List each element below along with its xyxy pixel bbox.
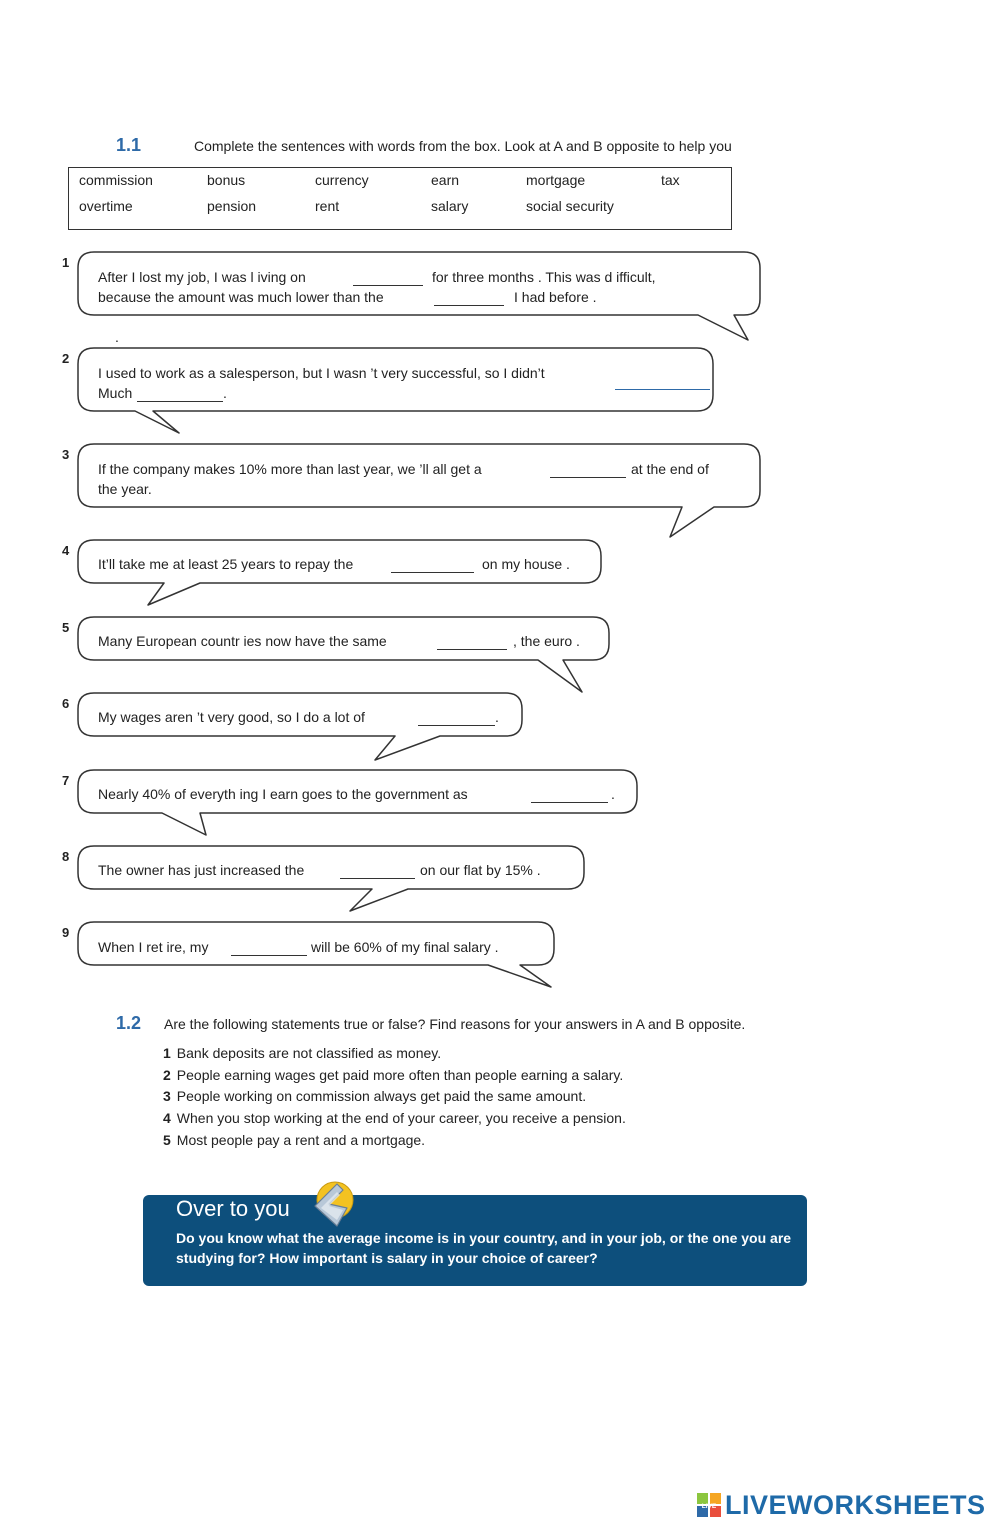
q2-answer-input-2[interactable] xyxy=(137,384,223,402)
q7-text-a: Nearly 40% of everyth ing I earn goes to the government as xyxy=(98,786,468,802)
q3-answer-input[interactable] xyxy=(550,460,626,478)
question-number-3: 3 xyxy=(62,447,70,462)
word-earn: earn xyxy=(431,172,460,188)
word-bonus: bonus xyxy=(207,172,246,188)
q5-text-a: Many European countr ies now have the same xyxy=(98,633,387,649)
q9-text-b: will be 60% of my final salary . xyxy=(311,939,499,955)
q6-answer-input[interactable] xyxy=(418,708,495,726)
speech-bubble-5 xyxy=(78,617,609,692)
q6-text-b: . xyxy=(495,709,499,725)
statement-3 xyxy=(163,1088,586,1104)
q1-text-line1-b: for three months . This was d ifficult, xyxy=(432,269,656,285)
statement-text: Bank deposits are not classified as money. xyxy=(176,1045,442,1061)
q2-text-line2-b: . xyxy=(223,385,227,401)
statement-5 xyxy=(163,1132,425,1148)
statement-number: 2 xyxy=(163,1067,171,1083)
word-rent: rent xyxy=(315,198,340,214)
section-instruction-1-2: Are the following statements true or false? Find reasons for your answers in A and B opposite. xyxy=(164,1016,746,1032)
q7-answer-input[interactable] xyxy=(531,785,608,803)
speech-bubble-3 xyxy=(78,444,760,537)
word-social-security: social security xyxy=(526,198,614,214)
statement-2 xyxy=(163,1067,623,1083)
question-number-4: 4 xyxy=(62,543,70,558)
word-pension: pension xyxy=(207,198,257,214)
q8-text-a: The owner has just increased the xyxy=(98,862,305,878)
q5-text-b: , the euro . xyxy=(513,633,580,649)
word-tax: tax xyxy=(661,172,680,188)
liveworksheets-badge-icon xyxy=(697,1493,721,1517)
q1-answer-input-1[interactable] xyxy=(353,268,423,286)
statement-text: When you stop working at the end of your career, you receive a pension. xyxy=(176,1110,626,1126)
over-to-you-text: Do you know what the average income is in your country, and in your job, or the one you are studying for? How important is salary in your choice of career? xyxy=(176,1230,792,1266)
logo-text: LIVEWORKSHEETS xyxy=(725,1489,986,1520)
statement-1 xyxy=(163,1045,441,1061)
question-number-7: 7 xyxy=(62,773,70,788)
question-number-6: 6 xyxy=(62,696,70,711)
q5-answer-input[interactable] xyxy=(437,632,507,650)
q2-answer-input-1[interactable] xyxy=(615,372,710,390)
q2-text-line1: I used to work as a salesperson, but I wasn ’t very successful, so I didn’t xyxy=(98,365,545,381)
question-number-1: 1 xyxy=(62,255,70,270)
q3-text-line1-a: If the company makes 10% more than last year, we ’ll all get a xyxy=(98,461,482,477)
q6-text-a: My wages aren ’t very good, so I do a lot of xyxy=(98,709,365,725)
statement-number: 5 xyxy=(163,1132,171,1148)
word-mortgage: mortgage xyxy=(526,172,586,188)
q2-text-line2-a: Much xyxy=(98,385,133,401)
statement-4 xyxy=(163,1110,626,1126)
q1-answer-input-2[interactable] xyxy=(434,288,504,306)
question-number-2: 2 xyxy=(62,351,70,366)
logo-badge-text: LIVE xyxy=(701,1503,717,1510)
q4-text-b: on my house . xyxy=(482,556,570,572)
section-number-1-2: 1.2 xyxy=(116,1013,142,1033)
liveworksheets-logo xyxy=(697,1490,986,1520)
q8-answer-input[interactable] xyxy=(340,861,415,879)
statement-text: Most people pay a rent and a mortgage. xyxy=(176,1132,426,1148)
question-number-5: 5 xyxy=(62,620,70,635)
statement-number: 4 xyxy=(163,1110,171,1126)
q1-text-line2-a: because the amount was much lower than the xyxy=(98,289,384,305)
q1-text-line2-b: I had before . xyxy=(514,289,597,305)
q8-text-b: on our flat by 15% . xyxy=(420,862,541,878)
statement-text: People earning wages get paid more often than people earning a salary. xyxy=(176,1067,624,1083)
word-currency: currency xyxy=(315,172,369,188)
q1-text-line1-a: After I lost my job, I was l iving on xyxy=(98,269,306,285)
question-number-9: 9 xyxy=(62,925,70,940)
q9-answer-input[interactable] xyxy=(231,938,307,956)
section-number-1-1: 1.1 xyxy=(116,135,142,155)
q4-text-a: It’ll take me at least 25 years to repay the xyxy=(98,556,354,572)
q1-stray-dot: . xyxy=(115,329,119,345)
section-instruction-1-1: Complete the sentences with words from the box. Look at A and B opposite to help you xyxy=(194,138,732,154)
over-to-you-title: Over to you xyxy=(176,1196,290,1221)
arrow-down-icon xyxy=(307,1180,357,1232)
statement-number: 3 xyxy=(163,1088,171,1104)
word-salary: salary xyxy=(431,198,469,214)
q7-text-b: . xyxy=(611,786,615,802)
word-commission: commission xyxy=(79,172,153,188)
question-number-8: 8 xyxy=(62,849,70,864)
q3-text-line1-b: at the end of xyxy=(631,461,709,477)
q3-text-line2: the year. xyxy=(98,481,152,497)
statement-text: People working on commission always get paid the same amount. xyxy=(176,1088,587,1104)
statement-number: 1 xyxy=(163,1045,171,1061)
q4-answer-input[interactable] xyxy=(391,555,474,573)
q9-text-a: When I ret ire, my xyxy=(98,939,209,955)
word-overtime: overtime xyxy=(79,198,133,214)
